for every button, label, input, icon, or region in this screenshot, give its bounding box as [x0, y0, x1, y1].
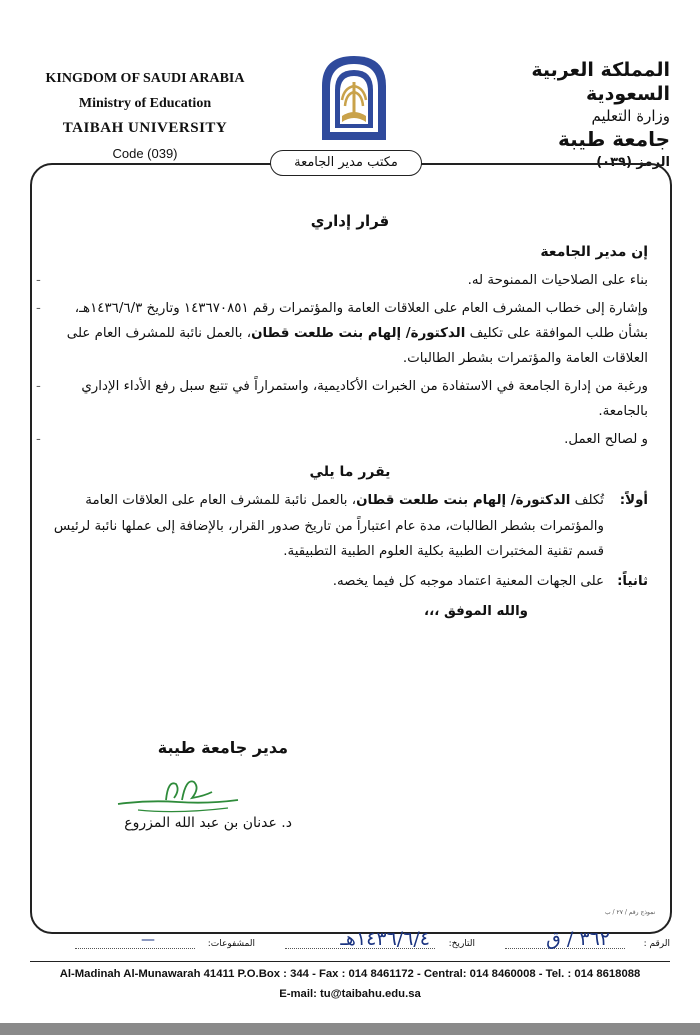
bullet-tail: ، بالعمل نائبة للمشرف العام على العلاقات العامة والمؤتمرات بشطر الطالبات. — [66, 326, 648, 366]
handwritten-signature — [108, 770, 258, 820]
footer-address: Al-Madinah Al-Munawarah 41411 P.O.Box : 344 - Fax : 014 8461172 - Central: 014 8460008 - Tel. : 014 8618088 — [59, 968, 641, 980]
clause-name: الدكتورة/ إلهام بنت طلعت قطان — [356, 493, 571, 508]
code-en: Code (039) — [112, 146, 178, 161]
code-ar: الرمز (٠٣٩) — [596, 155, 670, 170]
decision-subject: إن مدير الجامعة — [540, 244, 648, 260]
footer-email: E-mail: tu@taibahu.edu.sa — [279, 988, 421, 1000]
arabic-letterhead — [460, 58, 670, 174]
bullet-dash: - — [36, 301, 41, 316]
bullet-item — [36, 427, 648, 452]
number-label: الرقم : — [643, 939, 670, 949]
bullet-dash: - — [36, 273, 41, 288]
attachments-line — [75, 948, 195, 949]
decides-heading: يقرر ما يلي — [309, 464, 391, 480]
clause-body: ، بالعمل نائبة للمشرف العام على العلاقات العامة والمؤتمرات بشطر الطالبات، مدة عام اعتباراً من تاريخ صدور القرار، بالإضافة إلى عملها نائبة لرئيس قسم تقنية المختبرات الطبية بكلية العلوم الطبية التطبيقية. — [53, 493, 604, 559]
clause-number: أولاً: — [619, 493, 648, 508]
university-en: TAIBAH UNIVERSITY — [62, 120, 228, 136]
clause-first — [52, 488, 648, 565]
english-letterhead — [30, 66, 260, 166]
bullet-dash: - — [36, 379, 41, 394]
taibah-university-logo — [318, 52, 390, 144]
bottom-bar — [0, 1023, 700, 1035]
signatory-name: د. عدنان بن عبد الله المزروع — [124, 815, 292, 831]
form-code: نموذج رقم / ٢٧ / ب — [605, 909, 656, 916]
clause-second — [52, 569, 648, 595]
clause-body: على الجهات المعنية اعتماد موجبه كل فيما يخصه. — [332, 573, 604, 589]
clause-pre: تُكلف — [574, 493, 604, 508]
bullet-text: وإشارة إلى خطاب المشرف العام على العلاقات العامة والمؤتمرات رقم ١٤٣٦٧٠٨٥١ وتاريخ ١٤٣٦/٦/٣هـ، بشأن طلب الموافقة على تكليف — [74, 301, 648, 341]
date-label: التاريخ: — [448, 939, 475, 949]
ministry-ar: وزارة التعليم — [591, 107, 670, 125]
office-tab: مكتب مدير الجامعة — [270, 150, 422, 176]
closing-line: والله الموفق ،،، — [424, 604, 528, 619]
date-value: ١٤٣٦/٦/٤هـ — [340, 928, 430, 950]
bullet-dash: - — [36, 432, 41, 447]
bullet-name: الدكتورة/ إلهام بنت طلعت قطان — [251, 326, 466, 341]
bullet-item — [36, 296, 648, 371]
kingdom-ar: المملكة العربية السعودية — [531, 59, 670, 105]
kingdom-en: KINGDOM OF SAUDI ARABIA — [45, 71, 245, 86]
decision-title: قرار إداري — [310, 212, 390, 230]
bullet-text: بناء على الصلاحيات الممنوحة له. — [467, 273, 648, 288]
signatory-title: مدير جامعة طيبة — [157, 738, 288, 757]
bullet-item — [36, 374, 648, 424]
clause-text — [52, 488, 604, 565]
reference-row — [30, 930, 670, 958]
attachments-value: — — [141, 932, 155, 948]
footer-rule — [30, 961, 670, 962]
number-value: ٣٦٢ / ق — [546, 928, 610, 950]
clause-number: ثانياً: — [617, 573, 648, 589]
bullet-item — [36, 268, 648, 293]
bullet-text: ورغبة من إدارة الجامعة في الاستفادة من الخبرات الأكاديمية، واستمراراً في تتبع سبل رفع الأداء الإداري بالجامعة. — [81, 379, 648, 419]
university-ar: جامعة طيبة — [558, 127, 670, 151]
bullet-text: و لصالح العمل. — [564, 432, 648, 447]
decision-body — [36, 212, 648, 619]
ministry-en: Ministry of Education — [78, 96, 212, 111]
attachments-label: المشفوعات: — [207, 939, 255, 949]
